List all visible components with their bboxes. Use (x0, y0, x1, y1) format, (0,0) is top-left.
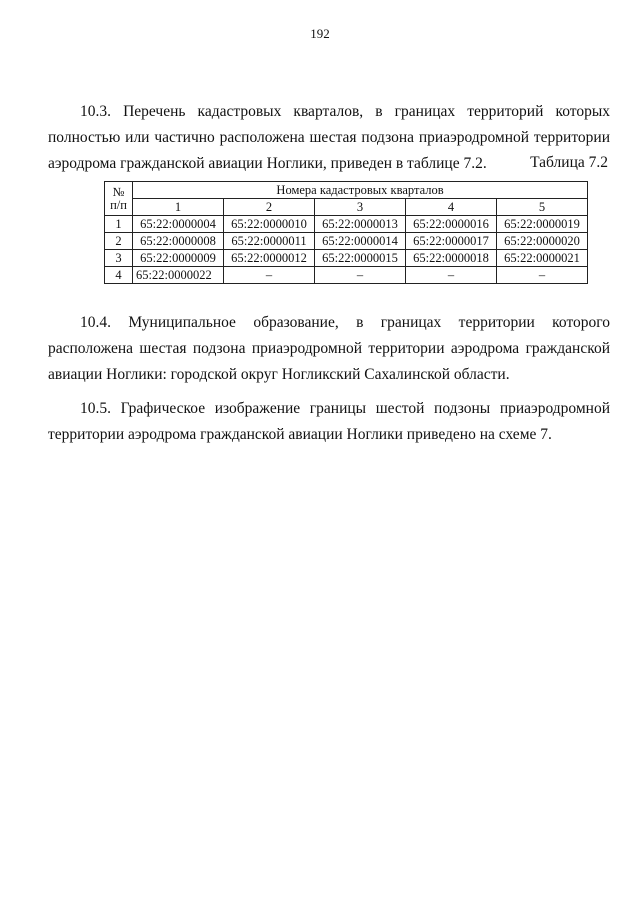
table-cell: 65:22:0000016 (406, 216, 497, 233)
page-number: 192 (310, 26, 330, 41)
table-header-row (105, 182, 588, 199)
column-number: 1 (133, 199, 224, 216)
cadastral-table (104, 181, 588, 284)
table-caption: Таблица 7.2 (530, 154, 608, 171)
table-cell: 65:22:0000011 (224, 233, 315, 250)
table-row (105, 250, 588, 267)
table-cell: 65:22:0000020 (497, 233, 588, 250)
table-cell: – (406, 267, 497, 284)
paragraph-10-4: 10.4. Муниципальное образование, в границах территории которого расположена шестая подзона приаэродромной территории аэродрома гражданской авиации Ноглики: городской округ Ногликский Сахалинской области. (48, 314, 610, 383)
column-number: 4 (406, 199, 497, 216)
table-cell: 65:22:0000019 (497, 216, 588, 233)
paragraph-10-3: 10.3. Перечень кадастровых кварталов, в границах территорий которых полностью или частично расположена шестая подзона приаэродромной территории аэродрома гражданской авиации Ноглики, приведен в таблице 7.2. (48, 103, 610, 172)
table-column-number-row (105, 199, 588, 216)
table-cell: 65:22:0000018 (406, 250, 497, 267)
table-cell: – (224, 267, 315, 284)
table-cell: 65:22:0000015 (315, 250, 406, 267)
table-row (105, 216, 588, 233)
table-cell: 65:22:0000013 (315, 216, 406, 233)
table-cell: 65:22:0000012 (224, 250, 315, 267)
row-number: 3 (105, 250, 133, 267)
table-cell: 65:22:0000014 (315, 233, 406, 250)
table-cell: 65:22:0000017 (406, 233, 497, 250)
table-cell: 65:22:0000008 (133, 233, 224, 250)
table-cell: – (315, 267, 406, 284)
row-number-header (105, 182, 133, 216)
paragraph-10-5: 10.5. Графическое изображение границы шестой подзоны приаэродромной территории аэродрома гражданской авиации Ноглики приведено на схеме 7. (48, 400, 610, 443)
table-cell: 65:22:0000004 (133, 216, 224, 233)
table-row (105, 267, 588, 284)
column-number: 5 (497, 199, 588, 216)
table-cell: 65:22:0000022 (133, 267, 224, 284)
row-number-header-line2: п/п (110, 197, 127, 212)
table-row (105, 233, 588, 250)
cadastral-group-header: Номера кадастровых кварталов (133, 182, 588, 199)
table-cell: 65:22:0000021 (497, 250, 588, 267)
column-number: 2 (224, 199, 315, 216)
row-number: 4 (105, 267, 133, 284)
table-cell: 65:22:0000009 (133, 250, 224, 267)
row-number: 1 (105, 216, 133, 233)
column-number: 3 (315, 199, 406, 216)
table-cell: 65:22:0000010 (224, 216, 315, 233)
table-cell: – (497, 267, 588, 284)
row-number-header-line1: № (112, 184, 125, 199)
row-number: 2 (105, 233, 133, 250)
